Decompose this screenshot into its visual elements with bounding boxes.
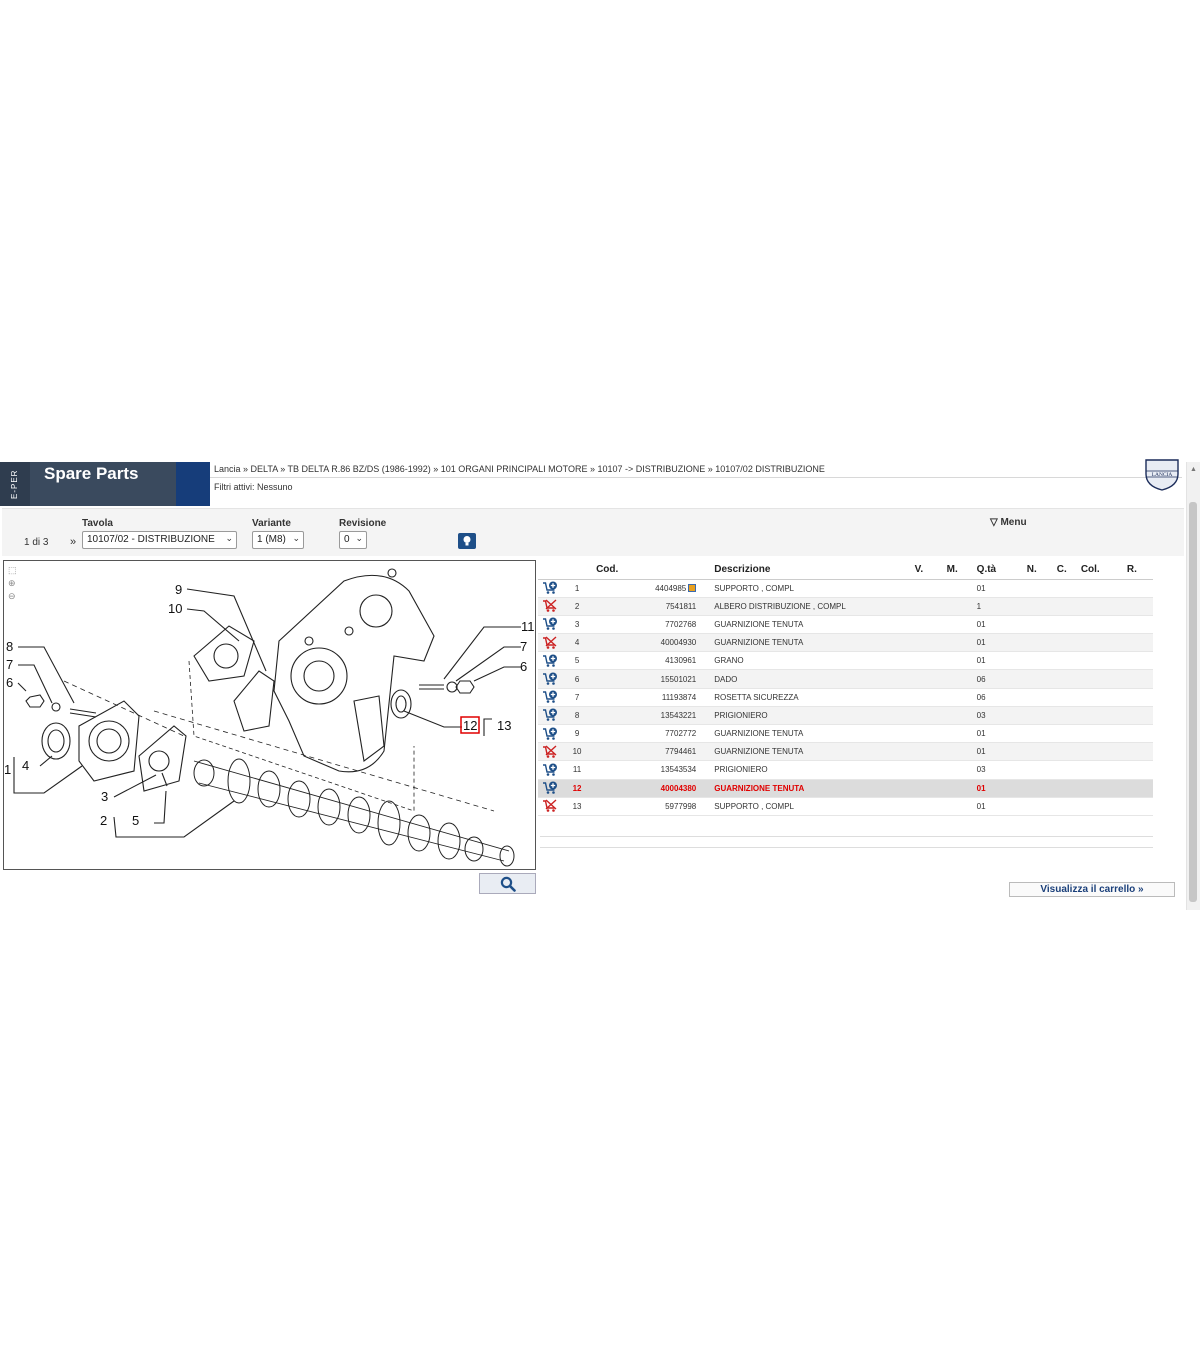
n-cell: [1023, 743, 1053, 761]
m-cell: [943, 670, 973, 688]
part-description: GUARNIZIONE TENUTA: [700, 634, 910, 652]
r-cell: [1123, 779, 1153, 797]
brand-block: [0, 462, 210, 506]
table-footer: [540, 836, 1153, 848]
add-to-cart-icon[interactable]: [542, 727, 558, 741]
qty-cell: 1: [973, 597, 1023, 615]
part-code-text[interactable]: 4130961: [665, 656, 697, 666]
ref-number: 7: [562, 688, 592, 706]
n-cell: [1023, 725, 1053, 743]
cart-cell[interactable]: [538, 761, 562, 779]
ref-number: 9: [562, 725, 592, 743]
tavola-label: Tavola: [82, 518, 113, 529]
vertical-scrollbar[interactable]: [1186, 462, 1200, 910]
n-cell: [1023, 615, 1053, 633]
qty-cell: 01: [973, 725, 1023, 743]
qty-cell: 06: [973, 688, 1023, 706]
menu-toggle[interactable]: ▽ Menu: [990, 517, 1027, 528]
table-row[interactable]: [538, 743, 1153, 761]
callout-12[interactable]: 12: [463, 718, 478, 733]
v-cell: [911, 579, 943, 597]
cart-unavailable-icon[interactable]: [542, 799, 558, 813]
header-cart: [538, 561, 562, 579]
qty-cell: 01: [973, 743, 1023, 761]
r-cell: [1123, 761, 1153, 779]
part-code-text[interactable]: 13543221: [660, 710, 697, 720]
callout-8: 8: [6, 639, 14, 654]
c-cell: [1053, 579, 1077, 597]
ref-number: 12: [562, 779, 592, 797]
header-num: [562, 561, 592, 579]
qty-cell: 01: [973, 797, 1023, 815]
col-cell: [1077, 797, 1123, 815]
active-filters: Filtri attivi: Nessuno: [214, 482, 293, 492]
add-to-cart-icon[interactable]: [542, 654, 558, 668]
cart-cell[interactable]: [538, 615, 562, 633]
brand-title: Spare Parts: [44, 464, 139, 483]
r-cell: [1123, 797, 1153, 815]
cart-cell[interactable]: [538, 725, 562, 743]
r-cell: [1123, 743, 1153, 761]
part-code[interactable]: [592, 597, 700, 615]
header-col: Col.: [1077, 561, 1123, 579]
part-code[interactable]: [592, 725, 700, 743]
callout-3: 3: [101, 789, 109, 804]
part-code[interactable]: [592, 579, 700, 597]
next-page-icon[interactable]: »: [70, 536, 77, 548]
n-cell: [1023, 688, 1053, 706]
qty-cell: 01: [973, 579, 1023, 597]
m-cell: [943, 688, 973, 706]
tavola-select-value: 10107/02 - DISTRIBUZIONE: [87, 534, 215, 545]
exploded-diagram[interactable]: [3, 560, 536, 870]
col-cell: [1077, 597, 1123, 615]
zoom-in-icon[interactable]: ⊕: [8, 578, 16, 588]
callout-10: 10: [168, 601, 183, 616]
header-qty: Q.tà: [973, 561, 1023, 579]
magnifier-icon: [500, 876, 516, 892]
ref-number: 10: [562, 743, 592, 761]
header-desc[interactable]: Descrizione: [700, 561, 910, 579]
m-cell: [943, 615, 973, 633]
v-cell: [911, 634, 943, 652]
callout-6-right: 6: [520, 659, 528, 674]
cart-cell[interactable]: [538, 797, 562, 815]
cart-cell[interactable]: [538, 597, 562, 615]
ref-number: 5: [562, 652, 592, 670]
part-description: PRIGIONIERO: [700, 761, 910, 779]
ref-number: 6: [562, 670, 592, 688]
part-code[interactable]: [592, 761, 700, 779]
part-description: GUARNIZIONE TENUTA: [700, 725, 910, 743]
part-code[interactable]: [592, 670, 700, 688]
c-cell: [1053, 615, 1077, 633]
header-c: C.: [1053, 561, 1077, 579]
chevron-down-icon: ⌄: [355, 533, 363, 543]
part-description: PRIGIONIERO: [700, 706, 910, 724]
v-cell: [911, 743, 943, 761]
zoom-out-icon[interactable]: ⊖: [8, 591, 16, 601]
c-cell: [1053, 761, 1077, 779]
cart-unavailable-icon[interactable]: [542, 745, 558, 759]
view-cart-button[interactable]: Visualizza il carrello »: [1009, 882, 1175, 897]
n-cell: [1023, 779, 1053, 797]
table-row[interactable]: [538, 688, 1153, 706]
callout-11: 11: [521, 619, 535, 634]
brand-accent: [176, 462, 210, 506]
cart-unavailable-icon[interactable]: [542, 599, 558, 613]
part-code-text[interactable]: 7702768: [665, 619, 697, 629]
chevron-down-icon: ⌄: [225, 533, 233, 543]
qty-cell: 01: [973, 615, 1023, 633]
n-cell: [1023, 634, 1053, 652]
part-description: ROSETTA SICUREZZA: [700, 688, 910, 706]
m-cell: [943, 743, 973, 761]
r-cell: [1123, 725, 1153, 743]
c-cell: [1053, 725, 1077, 743]
callout-9: 9: [175, 582, 183, 597]
m-cell: [943, 634, 973, 652]
callout-1: 1: [4, 762, 12, 777]
cart-cell[interactable]: [538, 579, 562, 597]
callout-6-left: 6: [6, 675, 14, 690]
add-to-cart-icon[interactable]: [542, 617, 558, 631]
part-code[interactable]: [592, 634, 700, 652]
diagram-drawing: [4, 561, 537, 871]
part-description: GUARNIZIONE TENUTA: [700, 615, 910, 633]
c-cell: [1053, 688, 1077, 706]
scroll-up-arrow-icon[interactable]: ▲: [1190, 466, 1197, 473]
part-description: DADO: [700, 670, 910, 688]
part-code-text[interactable]: 4404985: [655, 583, 687, 593]
part-code-text[interactable]: 40004930: [660, 638, 697, 648]
part-code-text[interactable]: 40004380: [660, 783, 697, 793]
part-code-text[interactable]: 7702772: [665, 729, 697, 739]
n-cell: [1023, 706, 1053, 724]
header-code[interactable]: Cod.: [592, 561, 700, 579]
revisione-select-value: 0: [344, 534, 350, 545]
ref-number: 3: [562, 615, 592, 633]
add-to-cart-icon[interactable]: [542, 581, 558, 595]
part-description: GRANO: [700, 652, 910, 670]
part-description: ALBERO DISTRIBUZIONE , COMPL: [700, 597, 910, 615]
add-to-cart-icon[interactable]: [542, 708, 558, 722]
qty-cell: 01: [973, 779, 1023, 797]
r-cell: [1123, 615, 1153, 633]
cart-cell[interactable]: [538, 670, 562, 688]
cart-cell[interactable]: [538, 688, 562, 706]
lancia-logo: [1140, 456, 1184, 492]
table-row[interactable]: [538, 706, 1153, 724]
part-description: SUPPORTO , COMPL: [700, 797, 910, 815]
v-cell: [911, 725, 943, 743]
ref-number: 13: [562, 797, 592, 815]
n-cell: [1023, 797, 1053, 815]
r-cell: [1123, 579, 1153, 597]
c-cell: [1053, 670, 1077, 688]
cart-cell[interactable]: [538, 634, 562, 652]
part-code-text[interactable]: 5977998: [665, 801, 697, 811]
variante-select[interactable]: [252, 531, 304, 549]
qty-cell: 06: [973, 670, 1023, 688]
tavola-select[interactable]: [82, 531, 237, 549]
callout-7-right: 7: [520, 639, 528, 654]
fit-icon[interactable]: ⬚: [8, 565, 17, 575]
col-cell: [1077, 761, 1123, 779]
col-cell: [1077, 706, 1123, 724]
cart-cell[interactable]: [538, 743, 562, 761]
part-code[interactable]: [592, 652, 700, 670]
m-cell: [943, 725, 973, 743]
ref-number: 4: [562, 634, 592, 652]
zoom-tools: [8, 565, 17, 604]
part-description: GUARNIZIONE TENUTA: [700, 743, 910, 761]
n-cell: [1023, 597, 1053, 615]
c-cell: [1053, 634, 1077, 652]
add-to-cart-icon[interactable]: [542, 763, 558, 777]
lightbulb-icon[interactable]: [458, 533, 476, 549]
part-code-text[interactable]: 7794461: [665, 747, 697, 757]
variante-select-value: 1 (M8): [257, 534, 286, 545]
callout-7-left: 7: [6, 657, 14, 672]
qty-cell: 03: [973, 761, 1023, 779]
col-cell: [1077, 725, 1123, 743]
c-cell: [1053, 706, 1077, 724]
r-cell: [1123, 634, 1153, 652]
r-cell: [1123, 597, 1153, 615]
cart-cell[interactable]: [538, 779, 562, 797]
cart-cell[interactable]: [538, 652, 562, 670]
r-cell: [1123, 688, 1153, 706]
add-to-cart-icon[interactable]: [542, 690, 558, 704]
table-row[interactable]: [538, 670, 1153, 688]
page-count: 1 di 3: [24, 537, 49, 548]
table-row[interactable]: [538, 615, 1153, 633]
ref-number: 2: [562, 597, 592, 615]
v-cell: [911, 706, 943, 724]
logo-text: LANCIA: [1151, 472, 1173, 478]
callout-13: 13: [497, 718, 512, 733]
v-cell: [911, 688, 943, 706]
table-toolbar: [2, 508, 1184, 556]
chevron-down-icon: ⌄: [292, 533, 300, 543]
r-cell: [1123, 652, 1153, 670]
brand-side-label: E-PER: [0, 462, 30, 506]
table-row[interactable]: [538, 634, 1153, 652]
search-button[interactable]: [479, 873, 536, 894]
header-r: R.: [1123, 561, 1153, 579]
part-code-text[interactable]: 11193874: [661, 692, 697, 702]
qty-cell: 03: [973, 706, 1023, 724]
parts-table: [538, 561, 1153, 816]
col-cell: [1077, 579, 1123, 597]
part-description: SUPPORTO , COMPL: [700, 579, 910, 597]
m-cell: [943, 579, 973, 597]
col-cell: [1077, 634, 1123, 652]
r-cell: [1123, 706, 1153, 724]
col-cell: [1077, 652, 1123, 670]
add-to-cart-icon[interactable]: [542, 781, 558, 795]
m-cell: [943, 597, 973, 615]
v-cell: [911, 652, 943, 670]
part-code-text[interactable]: 7541811: [665, 601, 697, 611]
table-row[interactable]: [538, 597, 1153, 615]
c-cell: [1053, 743, 1077, 761]
r-cell: [1123, 670, 1153, 688]
callout-4: 4: [22, 758, 30, 773]
callout-5: 5: [132, 813, 140, 828]
c-cell: [1053, 652, 1077, 670]
ref-number: 11: [562, 761, 592, 779]
n-cell: [1023, 652, 1053, 670]
part-description: GUARNIZIONE TENUTA: [700, 779, 910, 797]
v-cell: [911, 615, 943, 633]
m-cell: [943, 761, 973, 779]
table-row[interactable]: [538, 779, 1153, 797]
cart-cell[interactable]: [538, 706, 562, 724]
header-n: N.: [1023, 561, 1053, 579]
part-code-text[interactable]: 13543534: [660, 765, 697, 775]
parts-table-body: [538, 579, 1153, 815]
header-v: V.: [911, 561, 943, 579]
col-cell: [1077, 670, 1123, 688]
c-cell: [1053, 779, 1077, 797]
table-row[interactable]: [538, 725, 1153, 743]
info-icon[interactable]: [688, 584, 696, 592]
breadcrumb[interactable]: Lancia » DELTA » TB DELTA R.86 BZ/DS (1986-1992) » 101 ORGANI PRINCIPALI MOTORE » 10107 -> DISTRIBUZIONE » 10107/02 DISTRIBUZIONE: [214, 464, 825, 474]
part-code[interactable]: [592, 615, 700, 633]
table-row[interactable]: [538, 797, 1153, 815]
qty-cell: 01: [973, 652, 1023, 670]
part-code[interactable]: [592, 688, 700, 706]
cart-unavailable-icon[interactable]: [542, 636, 558, 650]
col-cell: [1077, 688, 1123, 706]
part-code[interactable]: [592, 797, 700, 815]
table-header-row: [538, 561, 1153, 579]
part-code[interactable]: [592, 779, 700, 797]
callout-2: 2: [100, 813, 108, 828]
v-cell: [911, 779, 943, 797]
table-row[interactable]: [538, 761, 1153, 779]
n-cell: [1023, 670, 1053, 688]
col-cell: [1077, 779, 1123, 797]
n-cell: [1023, 761, 1053, 779]
v-cell: [911, 670, 943, 688]
table-row[interactable]: [538, 579, 1153, 597]
m-cell: [943, 706, 973, 724]
c-cell: [1053, 797, 1077, 815]
col-cell: [1077, 615, 1123, 633]
variante-label: Variante: [252, 518, 291, 529]
breadcrumb-box: [210, 462, 1182, 478]
v-cell: [911, 597, 943, 615]
part-code-text[interactable]: 15501021: [660, 674, 697, 684]
n-cell: [1023, 579, 1053, 597]
v-cell: [911, 797, 943, 815]
col-cell: [1077, 743, 1123, 761]
revisione-label: Revisione: [339, 518, 387, 529]
table-row[interactable]: [538, 652, 1153, 670]
m-cell: [943, 779, 973, 797]
c-cell: [1053, 597, 1077, 615]
m-cell: [943, 652, 973, 670]
v-cell: [911, 761, 943, 779]
part-code[interactable]: [592, 743, 700, 761]
qty-cell: 01: [973, 634, 1023, 652]
header-m: M.: [943, 561, 973, 579]
ref-number: 8: [562, 706, 592, 724]
add-to-cart-icon[interactable]: [542, 672, 558, 686]
part-code[interactable]: [592, 706, 700, 724]
app-header: [0, 462, 1188, 506]
m-cell: [943, 797, 973, 815]
ref-number: 1: [562, 579, 592, 597]
revisione-select[interactable]: [339, 531, 367, 549]
scroll-thumb[interactable]: [1189, 502, 1197, 902]
